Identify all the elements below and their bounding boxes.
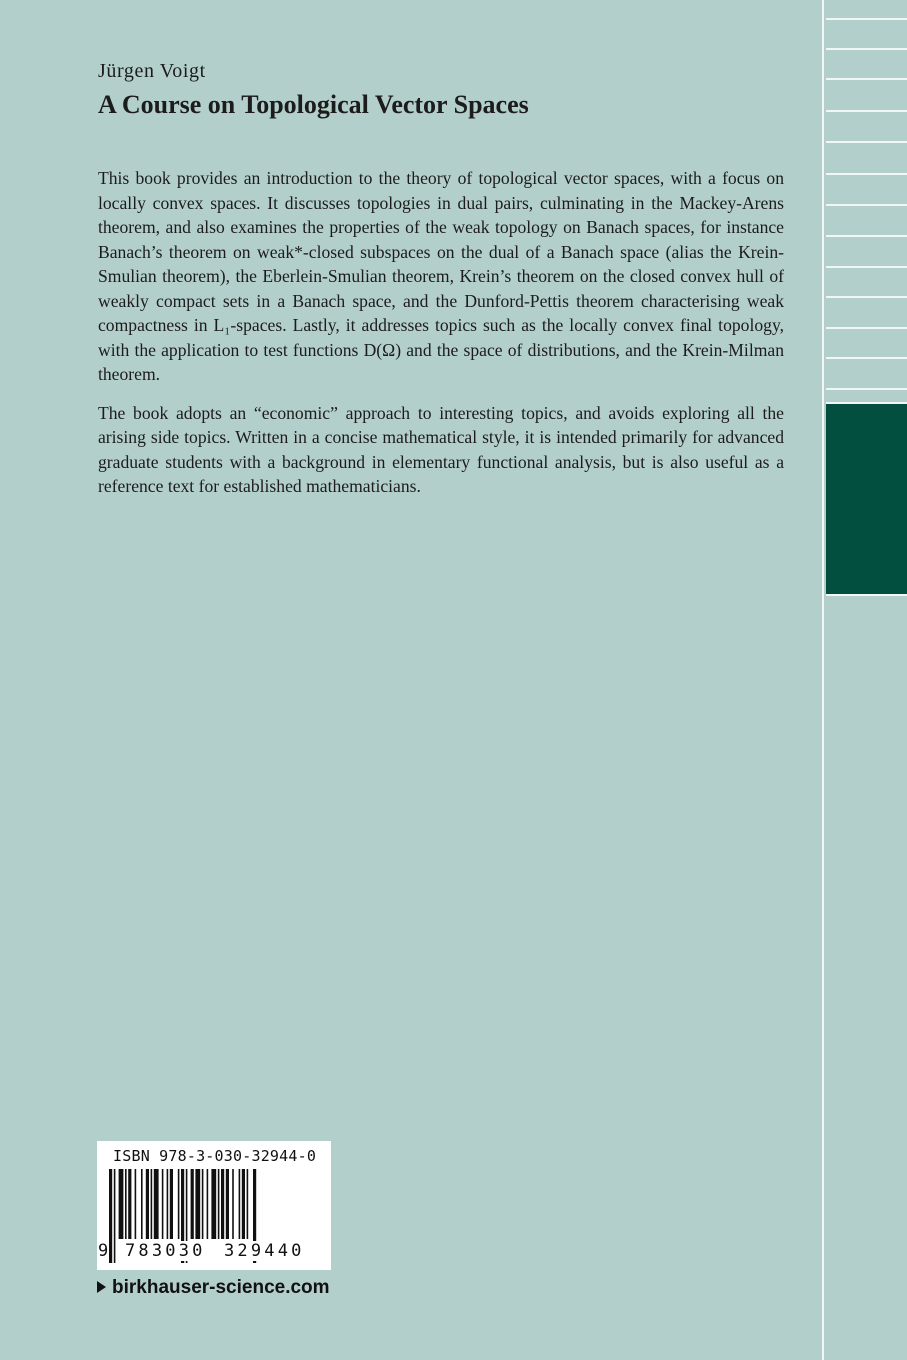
description-paragraph-1: This book provides an introduction to the theory of topological vector spaces, with a focus on locally convex spaces. It discusses topologies in dual pairs, culminating in the Mackey-Arens theorem, and also examines the properties of the weak topology on Banach spaces, for instance Banach’s theorem on weak*-closed subspaces on the dual of a Banach space (alias the Krein-Smulian theorem), the Eberlein-Smulian theorem, Krein’s theorem on the closed convex hull of weakly compact sets in a Banach space, and the Dunford-Pettis theorem characterising weak compactness in L₁-spaces. Lastly, it addresses topics such as the locally convex final topology, with the application to test functions D(Ω) and the space of distributions, and the Krein-Milman theorem. [98,168,784,384]
spine-divider [822,0,824,1360]
publisher-url: birkhauser-science.com [112,1277,330,1298]
spine-block-top-border [826,402,907,404]
publisher-link[interactable] [97,1277,330,1299]
barcode-digits-group-2: 329440 [224,1241,305,1261]
book-title: A Course on Topological Vector Spaces [98,90,529,119]
barcode-digits-group-1: 783030 [125,1241,206,1261]
isbn-label: ISBN 978-3-030-32944-0 [113,1147,317,1165]
description-paragraph-2: The book adopts an “economic” approach to interesting topics, and avoids exploring all the arising side topics. Written in a concise mathematical style, it is intended primarily for advanced graduate students with a background in elementary functional analysis, but is also useful as a reference text for established mathematicians. [98,402,784,496]
arrow-right-icon [97,1281,106,1293]
barcode-first-digit: 9 [98,1241,109,1261]
spine-color-block [826,404,907,594]
book-description [98,166,784,513]
author-name: Jürgen Voigt [98,60,206,82]
isbn-barcode [97,1141,331,1270]
spine-block-bottom-border [826,594,907,596]
